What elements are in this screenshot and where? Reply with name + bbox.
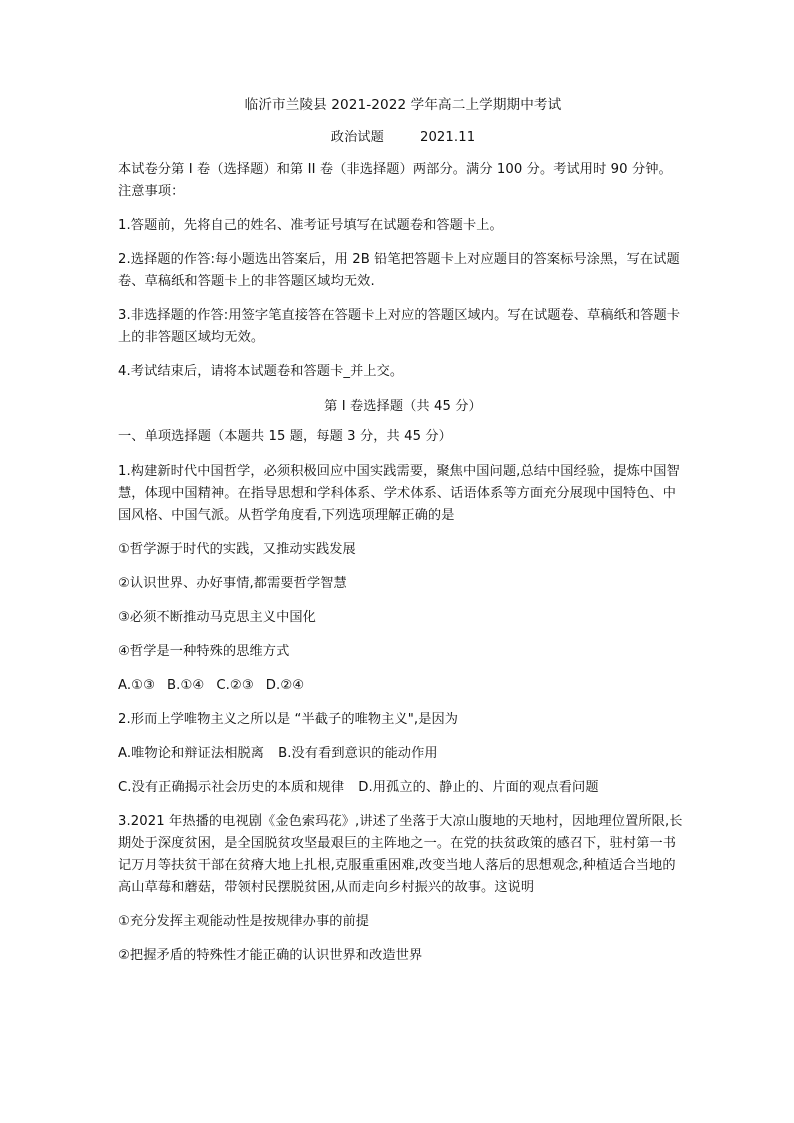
exam-subtitle bbox=[118, 127, 688, 149]
exam-title: 临沂市兰陵县 2021-2022 学年高二上学期期中考试 bbox=[244, 97, 562, 113]
intro-line: 本试卷分第 I 卷（选择题）和第 II 卷（非选择题）两部分。满分 100 分。考试用时 90 分钟。 bbox=[118, 162, 672, 177]
question-3-item: ①充分发挥主观能动性是按规律办事的前提 bbox=[118, 914, 370, 929]
part-title: 一、单项选择题（本题共 15 题，每题 3 分，共 45 分） bbox=[118, 429, 452, 444]
subject-label: 政治试题 bbox=[330, 130, 384, 145]
note-item-3: 3.非选择题的作答:用签字笔直接答在答题卡上对应的答题区域内。写在试题卷、草稿纸和答题卡上的非答题区域均无效。 bbox=[118, 308, 681, 345]
question-1-item: ④哲学是一种特殊的思维方式 bbox=[118, 644, 290, 659]
note-item-4: 4.考试结束后，请将本试题卷和答题卡_并上交。 bbox=[118, 364, 404, 379]
question-2-choices-ab bbox=[118, 743, 688, 765]
question-2-choices-cd bbox=[118, 777, 688, 799]
choice-b: B.①④ bbox=[167, 678, 205, 693]
question-2-stem: 2.形而上学唯物主义之所以是 “半截子的唯物主义",是因为 bbox=[118, 712, 459, 727]
question-1-choices bbox=[118, 675, 688, 697]
question-3-stem: 3.2021 年热播的电视剧《金色索玛花》,讲述了坐落于大凉山腹地的天地村，因地理位置所限,长期处于深度贫困，是全国脱贫攻坚最艰巨的主阵地之一。在党的扶贫政策的感召下，驻村第一书记万月等扶贫干部在贫瘠大地上扎根,克服重重困难,改变当地人落后的思想观念,种植适合当地的高山草莓和蘑菇，带领村民摆脱贫困,从而走向乡村振兴的故事。这说明 bbox=[118, 814, 683, 895]
choice-b: B.没有看到意识的能动作用 bbox=[278, 746, 438, 761]
question-3-item: ②把握矛盾的特殊性才能正确的认识世界和改造世界 bbox=[118, 948, 423, 963]
choice-c: C.②③ bbox=[216, 678, 254, 693]
note-item-1: 1.答题前，先将自己的姓名、准考证号填写在试题卷和答题卡上。 bbox=[118, 218, 503, 233]
note-item-2: 2.选择题的作答:每小题选出答案后，用 2B 铅笔把答题卡上对应题目的答案标号涂黑，写在试题卷、草稿纸和答题卡上的非答题区域均无效. bbox=[118, 252, 680, 289]
choice-a: A.①③ bbox=[118, 678, 156, 693]
choice-a: A.唯物论和辩证法相脱离 bbox=[118, 746, 265, 761]
page-content bbox=[118, 94, 688, 967]
exam-date: 2021.11 bbox=[419, 130, 476, 145]
choice-c: C.没有正确揭示社会历史的本质和规律 bbox=[118, 780, 345, 795]
choice-d: D.用孤立的、静止的、片面的观点看问题 bbox=[358, 780, 599, 795]
question-1-item: ①哲学源于时代的实践，又推动实践发展 bbox=[118, 542, 356, 557]
notice-heading: 注意事项： bbox=[118, 184, 185, 199]
section-title: 第 I 卷选择题（共 45 分） bbox=[324, 399, 482, 414]
question-1-item: ②认识世界、办好事情,都需要哲学智慧 bbox=[118, 576, 347, 591]
question-1-item: ③必须不断推动马克思主义中国化 bbox=[118, 610, 316, 625]
choice-d: D.②④ bbox=[265, 678, 305, 693]
question-1-stem: 1.构建新时代中国哲学，必须积极回应中国实践需要，聚焦中国问题,总结中国经验，提炼中国智慧，体现中国精神。在指导思想和学科体系、学术体系、话语体系等方面充分展现中国特色、中国风格、中国气派。从哲学角度看,下列选项理解正确的是 bbox=[118, 464, 680, 523]
